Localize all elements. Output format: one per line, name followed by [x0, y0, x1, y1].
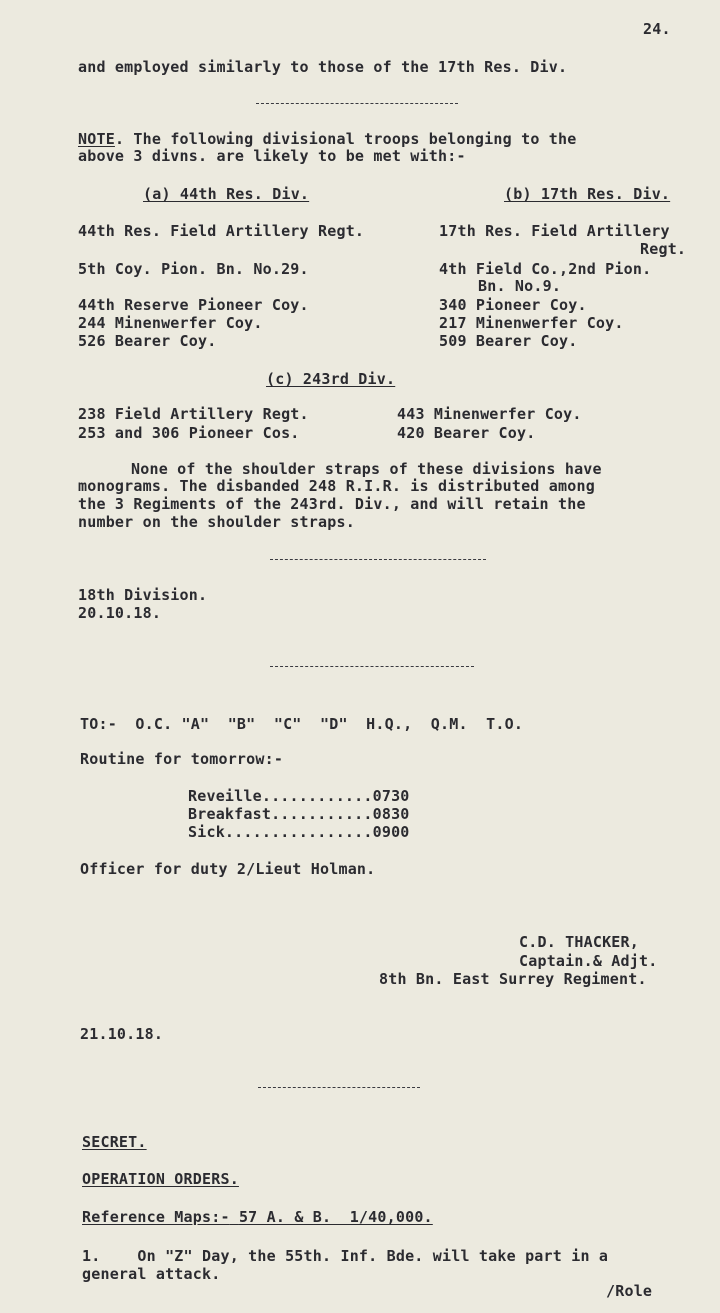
officer-for-duty: Officer for duty 2/Lieut Holman. — [80, 860, 376, 878]
div-a-item: 44th Res. Field Artillery Regt. — [78, 222, 365, 240]
reference-maps-line — [82, 1208, 433, 1226]
signature-rank: Captain.& Adjt. — [519, 952, 658, 970]
signature-name: C.D. THACKER, — [519, 933, 639, 951]
divider-rule — [256, 103, 458, 104]
div-c-item: 253 and 306 Pioneer Cos. — [78, 424, 300, 442]
div-c-item: 443 Minenwerfer Coy. — [397, 405, 582, 423]
reference-maps-label: Reference Maps:- — [82, 1208, 230, 1226]
note-line-1 — [78, 130, 576, 148]
note-label: NOTE — [78, 130, 115, 148]
div-c-item: 420 Bearer Coy. — [397, 424, 536, 442]
div-a-item: 526 Bearer Coy. — [78, 332, 217, 350]
div-a-heading: (a) 44th Res. Div. — [143, 185, 310, 203]
div-b-heading: (b) 17th Res. Div. — [504, 185, 671, 203]
div-c-item: 238 Field Artillery Regt. — [78, 405, 309, 423]
paragraph-1-line: general attack. — [82, 1265, 221, 1283]
page-number: 24. — [643, 20, 671, 38]
signoff-unit: 18th Division. — [78, 586, 208, 604]
intro-line: and employed similarly to those of the 17th Res. Div. — [78, 58, 568, 76]
paragraph-1-line: 1. On "Z" Day, the 55th. Inf. Bde. will take part in a — [82, 1247, 609, 1265]
div-a-item: 5th Coy. Pion. Bn. No.29. — [78, 260, 309, 278]
divider-rule — [258, 1087, 420, 1088]
div-a-item: 244 Minenwerfer Coy. — [78, 314, 263, 332]
catchword: /Role — [606, 1282, 653, 1300]
operation-orders-heading: OPERATION ORDERS. — [82, 1170, 239, 1188]
div-b-item: Bn. No.9. — [478, 277, 562, 295]
to-line: TO:- O.C. "A" "B" "C" "D" H.Q., Q.M. T.O. — [80, 715, 524, 733]
note-line-2: above 3 divns. are likely to be met with:- — [78, 147, 466, 165]
note-text: . The following divisional troops belonging to the — [114, 130, 577, 148]
divider-rule — [270, 559, 486, 560]
div-a-item: 44th Reserve Pioneer Coy. — [78, 296, 309, 314]
div-b-item: 4th Field Co.,2nd Pion. — [439, 260, 652, 278]
signature-unit: 8th Bn. East Surrey Regiment. — [379, 970, 647, 988]
secret-label: SECRET. — [82, 1133, 147, 1151]
div-b-item: Regt. — [640, 240, 687, 258]
date-2: 21.10.18. — [80, 1025, 164, 1043]
div-b-item: 217 Minenwerfer Coy. — [439, 314, 624, 332]
reference-maps-value: 57 A. & B. 1/40,000. — [238, 1208, 433, 1226]
monograms-line: None of the shoulder straps of these divisions have — [131, 460, 602, 478]
div-b-item: 340 Pioneer Coy. — [439, 296, 587, 314]
div-c-heading: (c) 243rd Div. — [266, 370, 396, 388]
routine-item: Sick................0900 — [188, 823, 410, 841]
routine-item: Reveille............0730 — [188, 787, 410, 805]
routine-heading: Routine for tomorrow:- — [80, 750, 284, 768]
monograms-line: number on the shoulder straps. — [78, 513, 355, 531]
monograms-line: the 3 Regiments of the 243rd. Div., and will retain the — [78, 495, 586, 513]
signoff-date: 20.10.18. — [78, 604, 162, 622]
divider-rule — [270, 666, 474, 667]
monograms-line: monograms. The disbanded 248 R.I.R. is distributed among — [78, 477, 595, 495]
div-b-item: 509 Bearer Coy. — [439, 332, 578, 350]
div-b-item: 17th Res. Field Artillery — [439, 222, 670, 240]
routine-item: Breakfast...........0830 — [188, 805, 410, 823]
